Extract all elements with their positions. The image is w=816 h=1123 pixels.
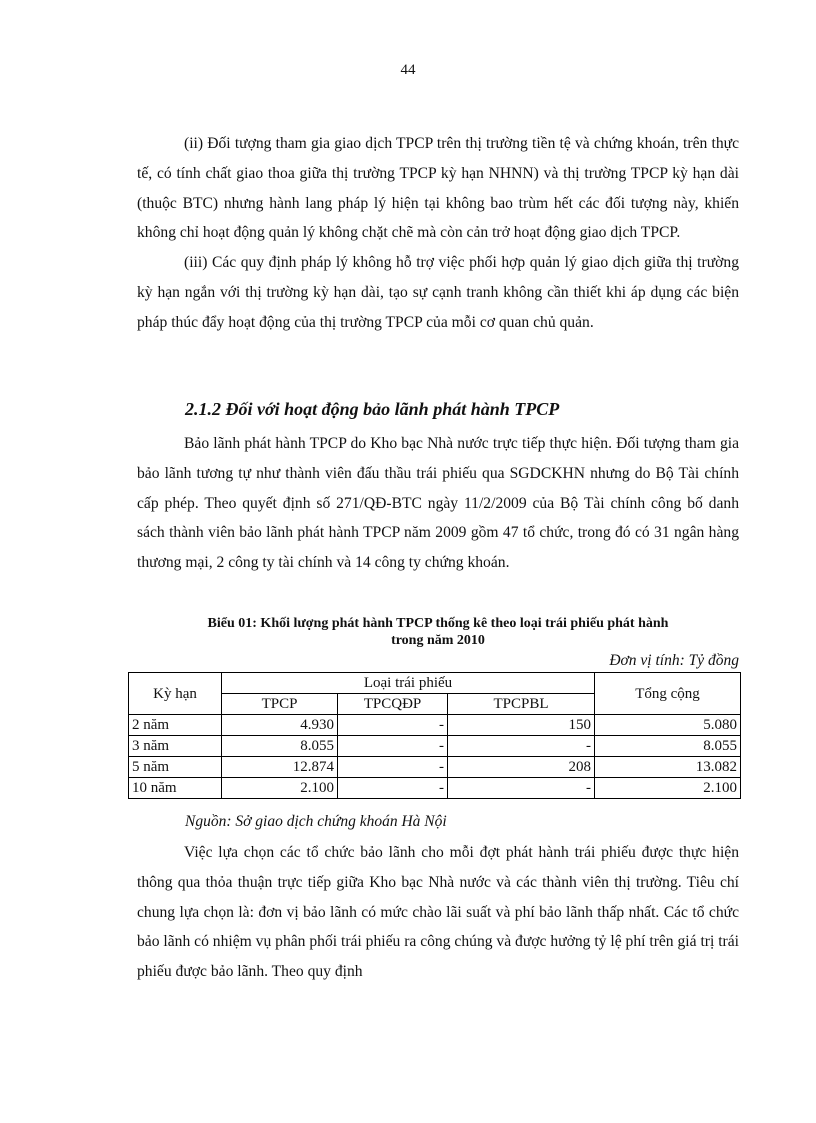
- cell-tpcp: 2.100: [222, 778, 338, 799]
- table-row: [129, 715, 741, 736]
- paragraph-iii: (iii) Các quy định pháp lý không hỗ trợ việc phối hợp quản lý giao dịch giữa thị trường kỳ hạn ngắn với thị trường kỳ hạn dài, tạo sự cạnh tranh không cần thiết khi áp dụng các biện pháp thúc đẩy hoạt động của thị trường TPCP của mỗi cơ quan chủ quản.: [137, 254, 739, 331]
- page-number: 44: [400, 62, 416, 78]
- guarantee-paragraph-block: [137, 429, 739, 578]
- unit-note: Đơn vị tính: Tỷ đồng: [609, 652, 739, 669]
- table-row: [129, 778, 741, 799]
- cell-total: 2.100: [595, 778, 741, 799]
- header-tpcpbl: TPCPBL: [448, 694, 595, 715]
- header-tpcp: TPCP: [222, 694, 338, 715]
- selection-paragraph-block: [137, 838, 739, 987]
- table-title-line-2: trong năm 2010: [391, 633, 485, 648]
- header-term: Kỳ hạn: [129, 673, 222, 715]
- cell-total: 5.080: [595, 715, 741, 736]
- cell-term: 10 năm: [129, 778, 222, 799]
- cell-total: 13.082: [595, 757, 741, 778]
- cell-tpcpbl: -: [448, 778, 595, 799]
- source-note: Nguồn: Sở giao dịch chứng khoán Hà Nội: [185, 813, 447, 830]
- section-heading: 2.1.2 Đối với hoạt động bảo lãnh phát hành TPCP: [185, 399, 560, 419]
- intro-paragraphs: [137, 129, 739, 338]
- cell-tpcqdp: -: [338, 715, 448, 736]
- cell-tpcp: 12.874: [222, 757, 338, 778]
- header-total: Tổng cộng: [595, 673, 741, 715]
- guarantee-paragraph: Bảo lãnh phát hành TPCP do Kho bạc Nhà nước trực tiếp thực hiện. Đối tượng tham gia bảo lãnh tương tự như thành viên đấu thầu trái phiếu qua SGDCKHN nhưng do Bộ Tài chính cấp phép. Theo quyết định số 271/QĐ-BTC ngày 11/2/2009 của Bộ Tài chính công bố danh sách thành viên bảo lãnh phát hành TPCP năm 2009 gồm 47 tổ chức, trong đó có 31 ngân hàng thương mại, 2 công ty tài chính và 14 công ty chứng khoán.: [137, 435, 739, 572]
- cell-tpcqdp: -: [338, 757, 448, 778]
- table-row: [129, 757, 741, 778]
- cell-tpcp: 4.930: [222, 715, 338, 736]
- cell-tpcpbl: 208: [448, 757, 595, 778]
- paragraph-ii: (ii) Đối tượng tham gia giao dịch TPCP trên thị trường tiền tệ và chứng khoán, trên thực tế, có tính chất giao thoa giữa thị trường TPCP kỳ hạn NHNN) và thị trường TPCP kỳ hạn dài (thuộc BTC) nhưng hành lang pháp lý hiện tại không bao trùm hết các đối tượng này, khiến không chỉ hoạt động quản lý không chặt chẽ mà còn cản trở hoạt động giao dịch TPCP.: [137, 135, 739, 242]
- table-title-line-1: Biểu 01: Khối lượng phát hành TPCP thống kê theo loại trái phiếu phát hành: [207, 616, 669, 631]
- cell-tpcqdp: -: [338, 736, 448, 757]
- header-bond-type: Loại trái phiếu: [222, 673, 595, 694]
- cell-tpcpbl: -: [448, 736, 595, 757]
- table-header-row: [129, 673, 741, 694]
- cell-total: 8.055: [595, 736, 741, 757]
- cell-tpcp: 8.055: [222, 736, 338, 757]
- table-title: [137, 615, 739, 649]
- cell-term: 2 năm: [129, 715, 222, 736]
- header-tpcqdp: TPCQĐP: [338, 694, 448, 715]
- cell-tpcqdp: -: [338, 778, 448, 799]
- table-row: [129, 736, 741, 757]
- cell-term: 3 năm: [129, 736, 222, 757]
- cell-tpcpbl: 150: [448, 715, 595, 736]
- bond-issuance-table: [128, 672, 741, 799]
- selection-paragraph: Việc lựa chọn các tổ chức bảo lãnh cho mỗi đợt phát hành trái phiếu được thực hiện thông qua thỏa thuận trực tiếp giữa Kho bạc Nhà nước và các thành viên thị trường. Tiêu chí chung lựa chọn là: đơn vị bảo lãnh có mức chào lãi suất và phí bảo lãnh thấp nhất. Các tổ chức bảo lãnh có nhiệm vụ phân phối trái phiếu ra công chúng và được hưởng tỷ lệ phí trên giá trị trái phiếu được bảo lãnh. Theo quy định: [137, 844, 739, 981]
- cell-term: 5 năm: [129, 757, 222, 778]
